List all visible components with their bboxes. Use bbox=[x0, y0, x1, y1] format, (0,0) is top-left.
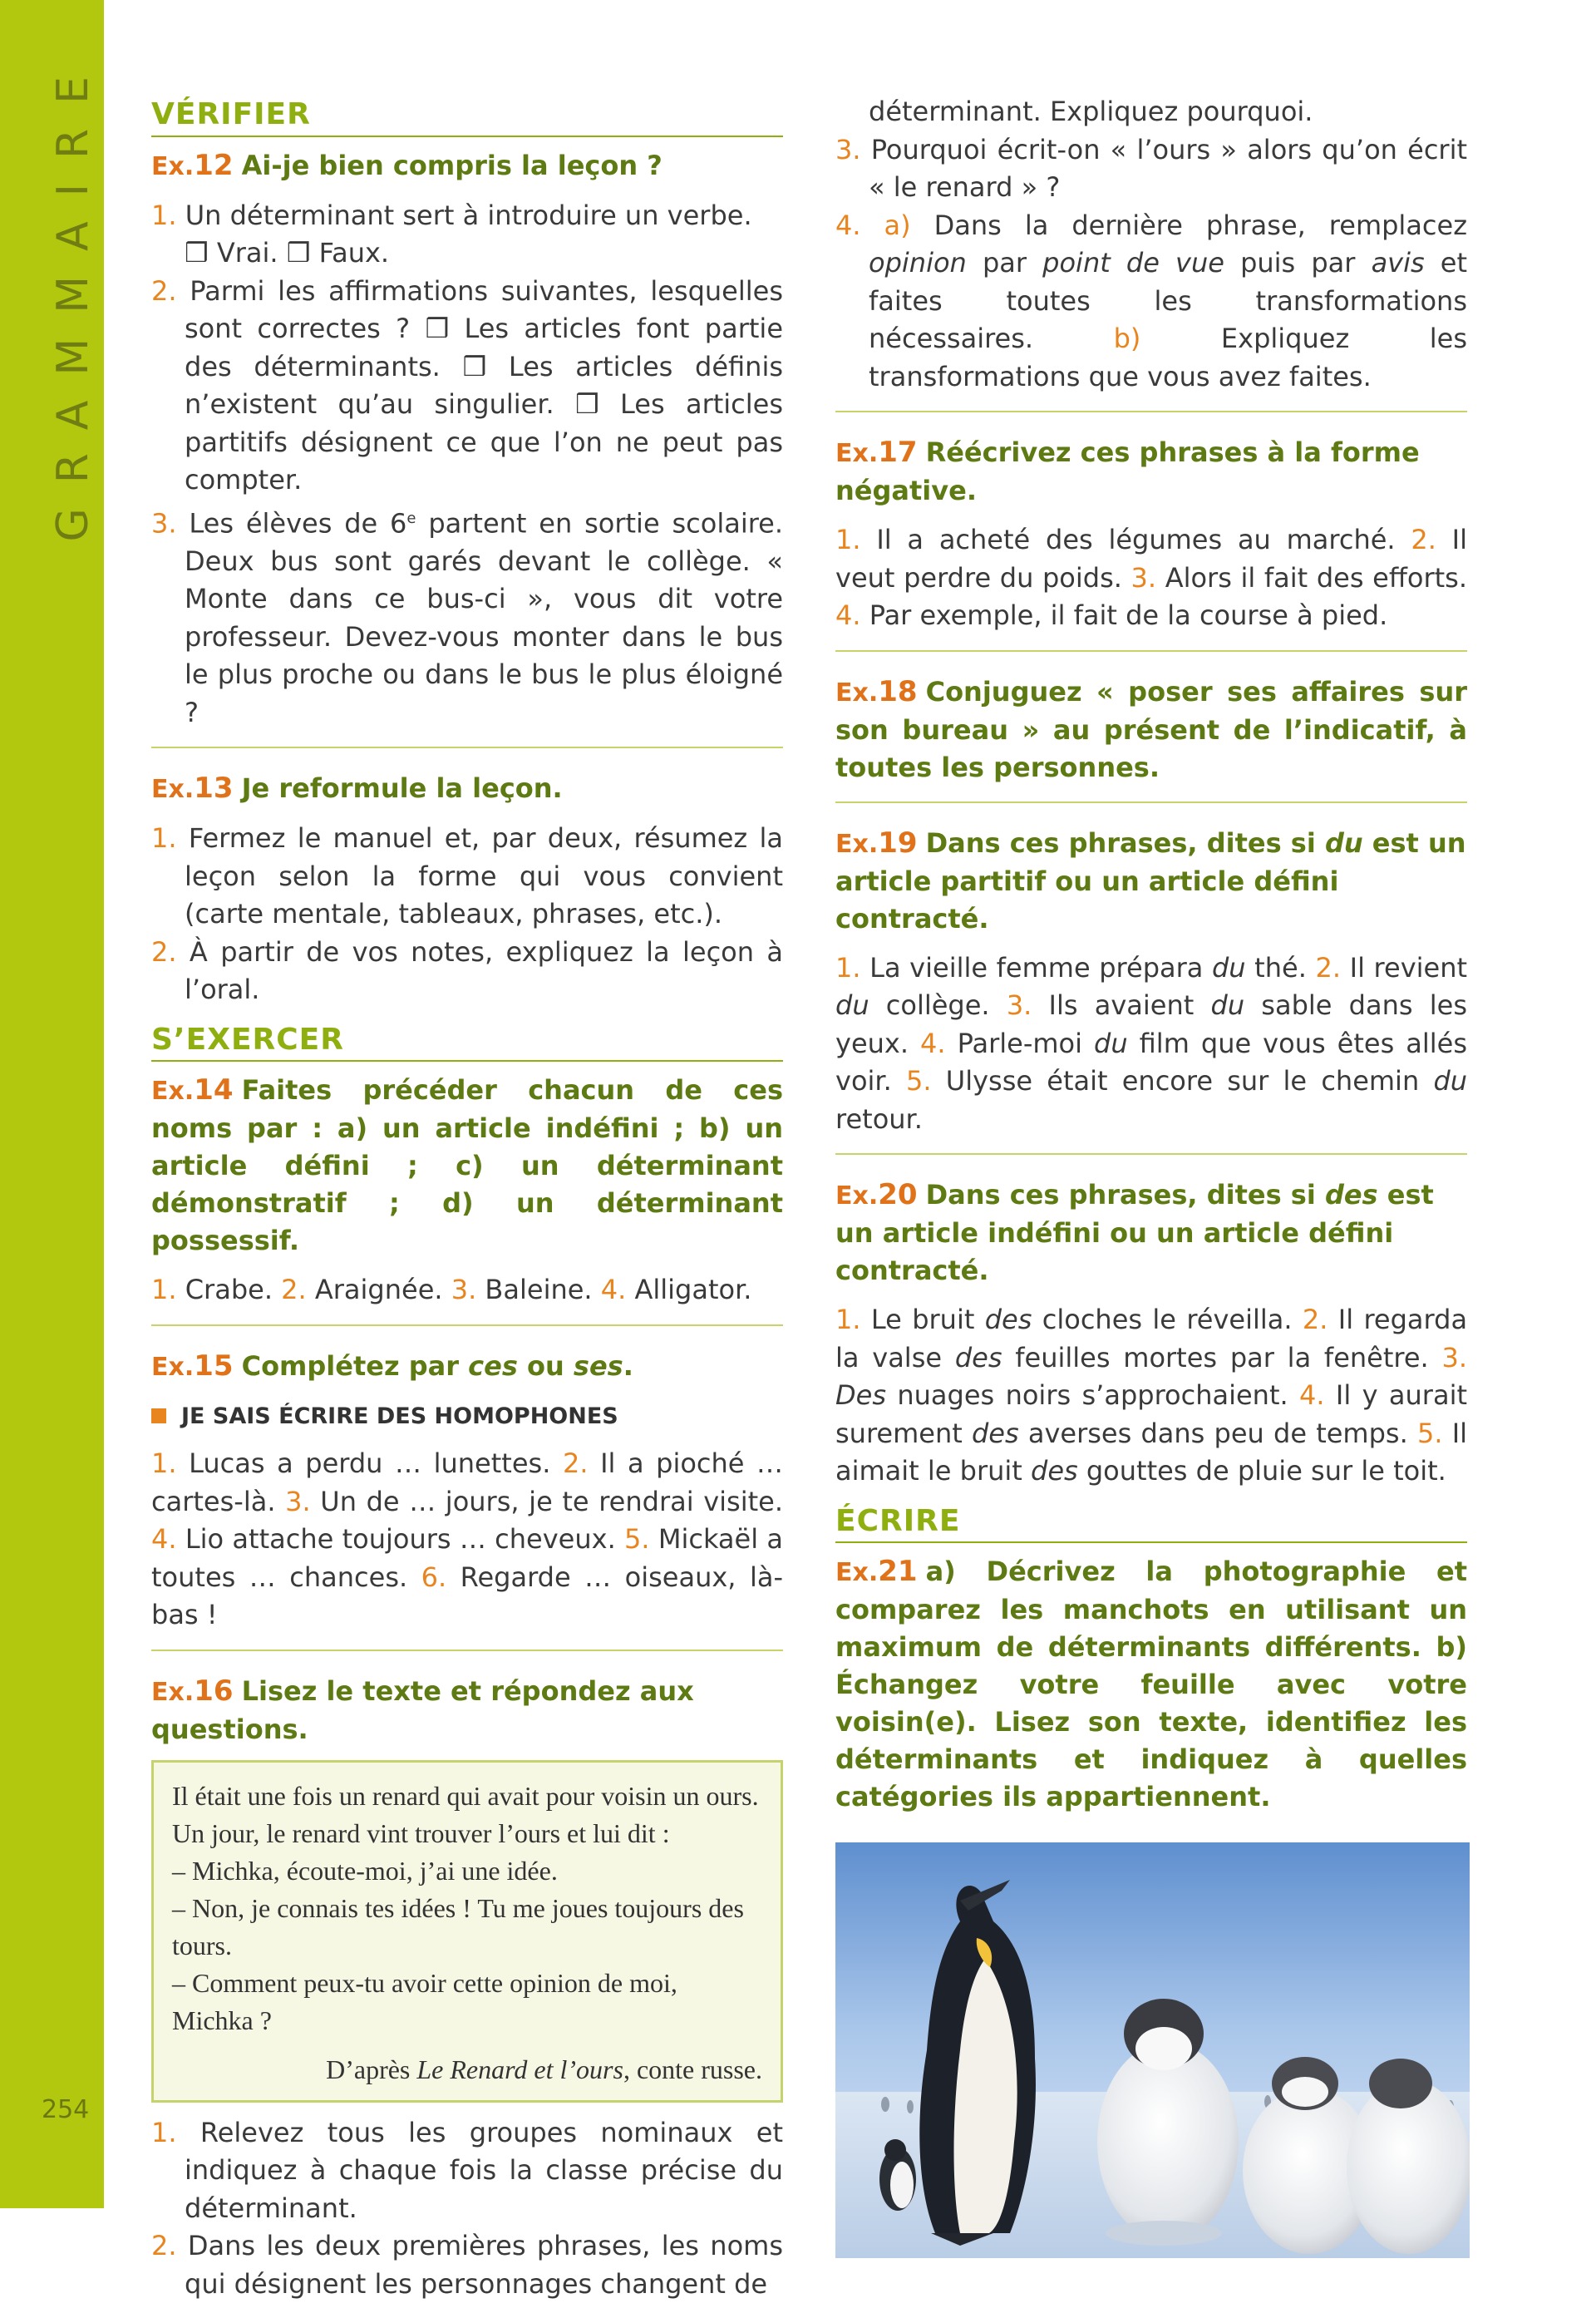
left-column bbox=[151, 87, 783, 2303]
exercise-20-title: Ex.20 Dans ces phrases, dites si des est un article indéfini ou un article défini contracté. bbox=[835, 1178, 1434, 1286]
exercise-17-title: Ex.17 Réécrivez ces phrases à la forme négative. bbox=[835, 436, 1420, 506]
story-line: – Non, je connais tes idées ! Tu me joues toujours des tours. bbox=[172, 1892, 744, 1960]
divider bbox=[151, 747, 783, 748]
story-line: Il était une fois un renard qui avait pour voisin un ours. Un jour, le renard vint trouver l’ours et lui dit : bbox=[172, 1780, 759, 1848]
section-title-vertical: GRAMMAIRE bbox=[48, 52, 98, 542]
page-number: 254 bbox=[42, 2095, 90, 2124]
exercise-12-item-3: 3. Les élèves de 6e partent en sortie scolaire. Deux bus sont garés devant le collège. « Monte dans ce bus-ci », vous dit votre professeur. Devez-vous monter dans le bus le plus proche ou dans le bus le plus éloigné ? bbox=[151, 507, 784, 728]
exercise-14-words: 1. Crabe. 2. Araignée. 3. Baleine. 4. Alligator. bbox=[151, 1274, 752, 1306]
exercise-number: Ex.12 bbox=[151, 148, 234, 182]
divider bbox=[835, 411, 1467, 412]
exercise-19-sentences: 1. La vieille femme prépara du thé. 2. Il revient du collège. 3. Ils avaient du sable dans les yeux. 4. Parle-moi du film que vous êtes allés voir. 5. Ulysse était encore sur le chemin du retour. bbox=[835, 951, 1468, 1135]
exercise-16-question-4: 4. a) Dans la dernière phrase, remplacez opinion par point de vue puis par avis et faites toutes les transformations nécessaires. b) Expliquez les transformations que vous avez faites. bbox=[835, 209, 1468, 392]
exercise-20-sentences: 1. Le bruit des cloches le réveilla. 2. Il regarda la valse des feuilles mortes par la fenêtre. 3. Des nuages noirs s’approchaient. 4. Il y aurait surement des averses dans peu de temps. 5. Il aimait le bruit des gouttes de pluie sur le toit. bbox=[835, 1304, 1468, 1487]
divider bbox=[151, 1650, 783, 1651]
exercise-15-title: Ex.15 Complétez par ces ou ses. bbox=[151, 1349, 633, 1383]
exercise-16-question-2: 2. Dans les deux premières phrases, les noms qui désignent les personnages changent de bbox=[151, 2230, 784, 2300]
sidebar-band bbox=[0, 0, 104, 2208]
divider bbox=[151, 1324, 783, 1326]
skill-heading: JE SAIS ÉCRIRE DES HOMOPHONES bbox=[151, 1398, 783, 1436]
exercise-12-item-1: 1. Un déterminant sert à introduire un verbe. ❒ Vrai. ❒ Faux. bbox=[151, 199, 752, 269]
exercise-19-title: Ex.19 Dans ces phrases, dites si du est un article partitif ou un article défini contracté. bbox=[835, 826, 1466, 935]
section-ecrire: ÉCRIRE bbox=[835, 1502, 1467, 1544]
exercise-12-title: Ex.12 Ai-je bien compris la leçon ? bbox=[151, 148, 663, 182]
story-line: – Comment peux-tu avoir cette opinion de moi, Michka ? bbox=[172, 1967, 677, 2035]
exercise-18-title: Ex.18 Conjuguez « poser ses affaires sur son bureau » au présent de l’indicatif, à toutes les personnes. bbox=[835, 674, 1467, 783]
exercise-12-item-2: 2. Parmi les affirmations suivantes, lesquelles sont correctes ? ❒ Les articles font partie des déterminants. ❒ Les articles définis n’existent qu’au singulier. ❒ Les articles partitifs désignent ce que l’on ne peut pas compter. bbox=[151, 274, 784, 496]
story-source: D’après Le Renard et l’ours, conte russe. bbox=[326, 2054, 762, 2084]
exercise-13-item-2: 2. À partir de vos notes, expliquez la leçon à l’oral. bbox=[151, 935, 784, 1006]
exercise-16-title: Ex.16 Lisez le texte et répondez aux questions. bbox=[151, 1674, 694, 1745]
exercise-15-sentences: 1. Lucas a perdu … lunettes. 2. Il a pioché … cartes-là. 3. Un de … jours, je te rendrai visite. 4. Lio attache toujours … cheveux. 5. Mickaël a toutes … chances. 6. Regarde … oiseaux, là-bas ! bbox=[151, 1447, 784, 1631]
exercise-13-item-1: 1. Fermez le manuel et, par deux, résumez la leçon selon la forme qui vous convient (carte mentale, tableaux, phrases, etc.). bbox=[151, 822, 783, 930]
divider bbox=[835, 1153, 1467, 1155]
exercise-17-sentences: 1. Il a acheté des légumes au marché. 2. Il veut perdre du poids. 3. Alors il fait des efforts. 4. Par exemple, il fait de la course à pied. bbox=[835, 524, 1467, 631]
divider bbox=[835, 650, 1467, 652]
story-text-box bbox=[151, 1760, 783, 2103]
exercise-13-title: Ex.13 Je reformule la leçon. bbox=[151, 772, 563, 806]
story-line: – Michka, écoute-moi, j’ai une idée. bbox=[172, 1855, 558, 1886]
exercise-16-question-2-continued: déterminant. Expliquez pourquoi. bbox=[869, 96, 1313, 127]
section-verifier: VÉRIFIER bbox=[151, 96, 783, 137]
right-column bbox=[835, 93, 1467, 2258]
penguins-illustration bbox=[835, 1842, 1470, 2258]
divider bbox=[835, 801, 1467, 803]
exercise-14-title: Ex.14 Faites précéder chacun de ces noms par : a) un article indéfini ; b) un article défini ; c) un déterminant démonstratif ; d) un déterminant possessif. bbox=[151, 1073, 783, 1257]
square-bullet-icon bbox=[151, 1408, 166, 1423]
section-exercer: S’EXERCER bbox=[151, 1021, 783, 1063]
exercise-21-title: Ex.21 a) Décrivez la photographie et comparez les manchots en utilisant un maximum de déterminants différents. b) Échangez votre feuille avec votre voisin(e). Lisez son texte, identifiez les déterminants et indiquez à quelles catégories ils appartiennent. bbox=[835, 1555, 1467, 1812]
exercise-16-question-3: 3. Pourquoi écrit-on « l’ours » alors qu’on écrit « le renard » ? bbox=[835, 133, 1468, 203]
penguins-photo bbox=[835, 1842, 1470, 2258]
exercise-16-question-1: 1. Relevez tous les groupes nominaux et indiquez à chaque fois la classe précise du déterminant. bbox=[151, 2116, 784, 2224]
